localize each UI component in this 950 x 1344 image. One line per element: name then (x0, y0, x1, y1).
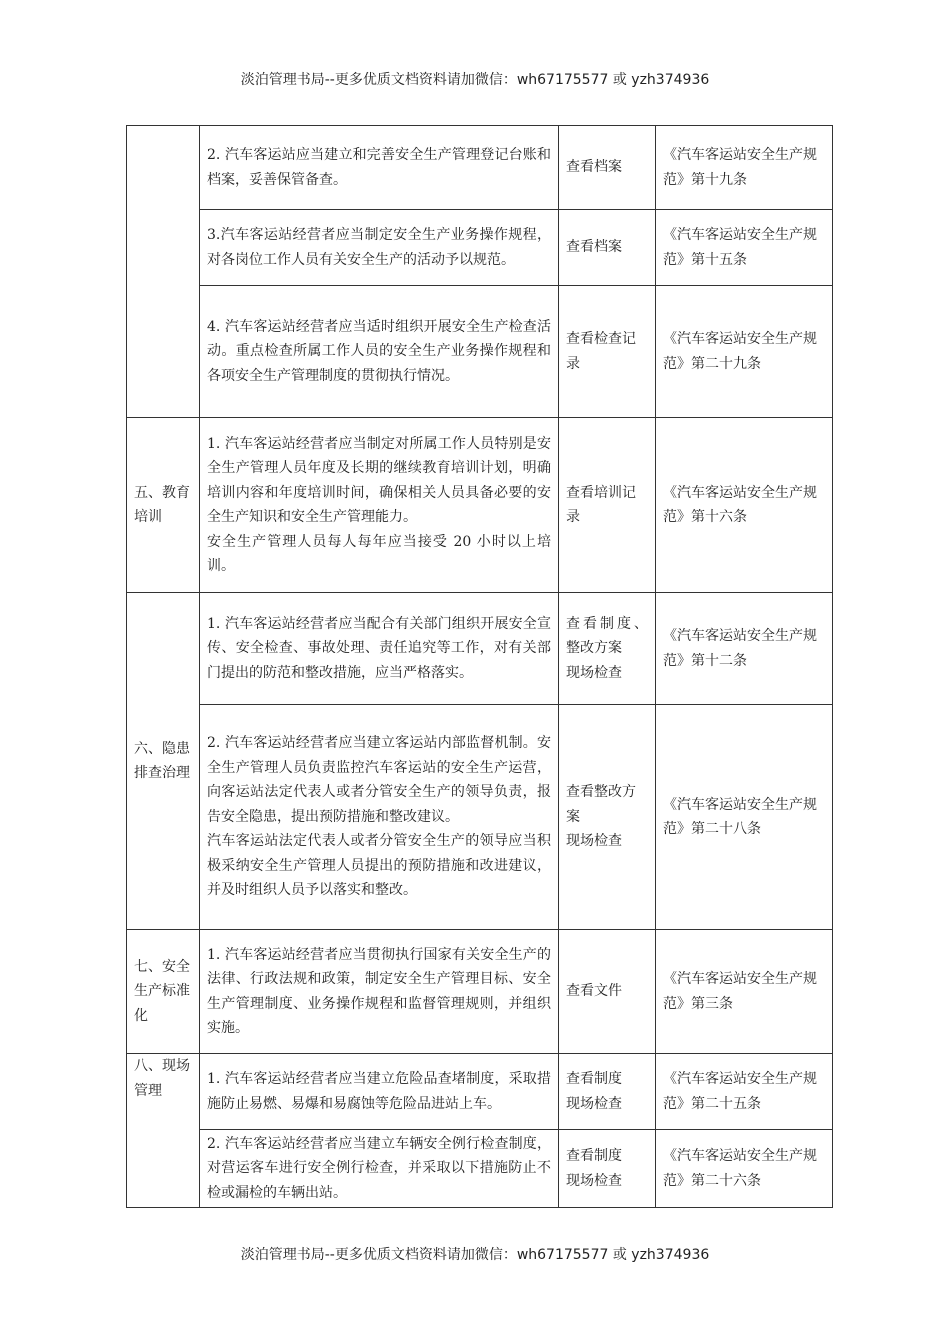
method-text: 现场检查 (566, 1095, 622, 1112)
content-text: 安全生产管理人员每人每年应当接受 20 小时以上培训。 (207, 533, 551, 574)
category-cell: 七、安全生产标准化 (127, 930, 200, 1054)
table-row (127, 705, 833, 930)
basis-cell: 《汽车客运站安全生产规范》第二十九条 (656, 286, 833, 418)
content-cell (200, 126, 559, 210)
content-text: 1. 汽车客运站经营者应当制定对所属工作人员特别是安全生产管理人员年度及长期的继续教育培训计划，明确培训内容和年度培训时间，确保相关人员具备必要的安全生产知识和安全生产管理能力。 (207, 435, 551, 525)
table-row (127, 210, 833, 286)
content-text: 2. 汽车客运站经营者应当建立车辆安全例行检查制度，对营运客车进行安全例行检查，并采取以下措施防止不检或漏检的车辆出站。 (207, 1135, 551, 1201)
method-text: 查看档案 (566, 159, 622, 176)
table-row (127, 930, 833, 1054)
content-text: 汽车客运站法定代表人或者分管安全生产的领导应当积极采纳安全生产管理人员提出的预防措施和改进建议，并及时组织人员予以落实和整改。 (207, 833, 551, 899)
basis-cell: 《汽车客运站安全生产规范》第二十八条 (656, 705, 833, 930)
table-row (127, 418, 833, 593)
content-text: 3.汽车客运站经营者应当制定安全生产业务操作规程，对各岗位工作人员有关安全生产的活动予以规范。 (207, 227, 551, 268)
method-text: 现场检查 (566, 1172, 622, 1189)
content-cell (200, 418, 559, 593)
content-cell (200, 1054, 559, 1130)
inspection-table (126, 125, 833, 1208)
basis-cell: 《汽车客运站安全生产规范》第二十六条 (656, 1130, 833, 1208)
content-cell (200, 1130, 559, 1208)
page-footer: 淡泊管理书局--更多优质文档资料请加微信：wh67175577 或 yzh374936 (240, 1247, 710, 1263)
basis-cell: 《汽车客运站安全生产规范》第二十五条 (656, 1054, 833, 1130)
category-cell (127, 126, 200, 418)
method-text: 查看培训记录 (566, 484, 636, 525)
method-text: 查看文件 (566, 983, 622, 1000)
category-cell: 六、隐患排查治理 (127, 593, 200, 930)
table-row (127, 126, 833, 210)
method-text: 查看制度 (566, 1148, 622, 1164)
page-header: 淡泊管理书局--更多优质文档资料请加微信：wh67175577 或 yzh374936 (240, 72, 710, 88)
content-cell (200, 705, 559, 930)
category-cell: 八、现场管理 (127, 1054, 200, 1208)
method-text: 现场检查 (566, 664, 622, 681)
content-cell (200, 210, 559, 286)
category-cell: 五、教育培训 (127, 418, 200, 593)
method-cell (559, 286, 656, 418)
content-text: 2. 汽车客运站应当建立和完善安全生产管理登记台账和档案，妥善保管备查。 (207, 147, 551, 188)
method-cell (559, 705, 656, 930)
method-cell (559, 593, 656, 705)
content-cell (200, 593, 559, 705)
content-text: 1. 汽车客运站经营者应当配合有关部门组织开展安全宣传、安全检查、事故处理、责任追究等工作，对有关部门提出的防范和整改措施，应当严格落实。 (207, 615, 551, 681)
method-text: 查看检查记录 (566, 331, 636, 372)
method-text: 查看整改方案 (566, 784, 636, 825)
method-text: 查看制度 (566, 1071, 622, 1087)
content-cell (200, 286, 559, 418)
content-text: 1. 汽车客运站经营者应当建立危险品查堵制度，采取措施防止易燃、易爆和易腐蚀等危险品进站上车。 (207, 1071, 551, 1112)
table-row (127, 1130, 833, 1208)
content-cell (200, 930, 559, 1054)
basis-cell: 《汽车客运站安全生产规范》第十二条 (656, 593, 833, 705)
method-cell (559, 1054, 656, 1130)
basis-cell: 《汽车客运站安全生产规范》第三条 (656, 930, 833, 1054)
basis-cell: 《汽车客运站安全生产规范》第十五条 (656, 210, 833, 286)
content-text: 2. 汽车客运站经营者应当建立客运站内部监督机制。安全生产管理人员负责监控汽车客运站的安全生产运营，向客运站法定代表人或者分管安全生产的领导负责，报告安全隐患，提出预防措施和整改建议。 (207, 735, 551, 825)
basis-cell: 《汽车客运站安全生产规范》第十九条 (656, 126, 833, 210)
basis-cell: 《汽车客运站安全生产规范》第十六条 (656, 418, 833, 593)
method-cell (559, 210, 656, 286)
method-cell (559, 930, 656, 1054)
table-row (127, 593, 833, 705)
method-text: 查看档案 (566, 239, 622, 256)
method-text: 现场检查 (566, 833, 622, 850)
table-row (127, 1054, 833, 1130)
table-row (127, 286, 833, 418)
content-text: 1. 汽车客运站经营者应当贯彻执行国家有关安全生产的法律、行政法规和政策，制定安全生产管理目标、安全生产管理制度、业务操作规程和监督管理规则，并组织实施。 (207, 946, 551, 1036)
content-text: 4. 汽车客运站经营者应当适时组织开展安全生产检查活动。重点检查所属工作人员的安全生产业务操作规程和各项安全生产管理制度的贯彻执行情况。 (207, 318, 551, 384)
method-cell (559, 1130, 656, 1208)
method-text: 查看制度、整改方案 (566, 615, 648, 657)
method-cell (559, 126, 656, 210)
method-cell (559, 418, 656, 593)
